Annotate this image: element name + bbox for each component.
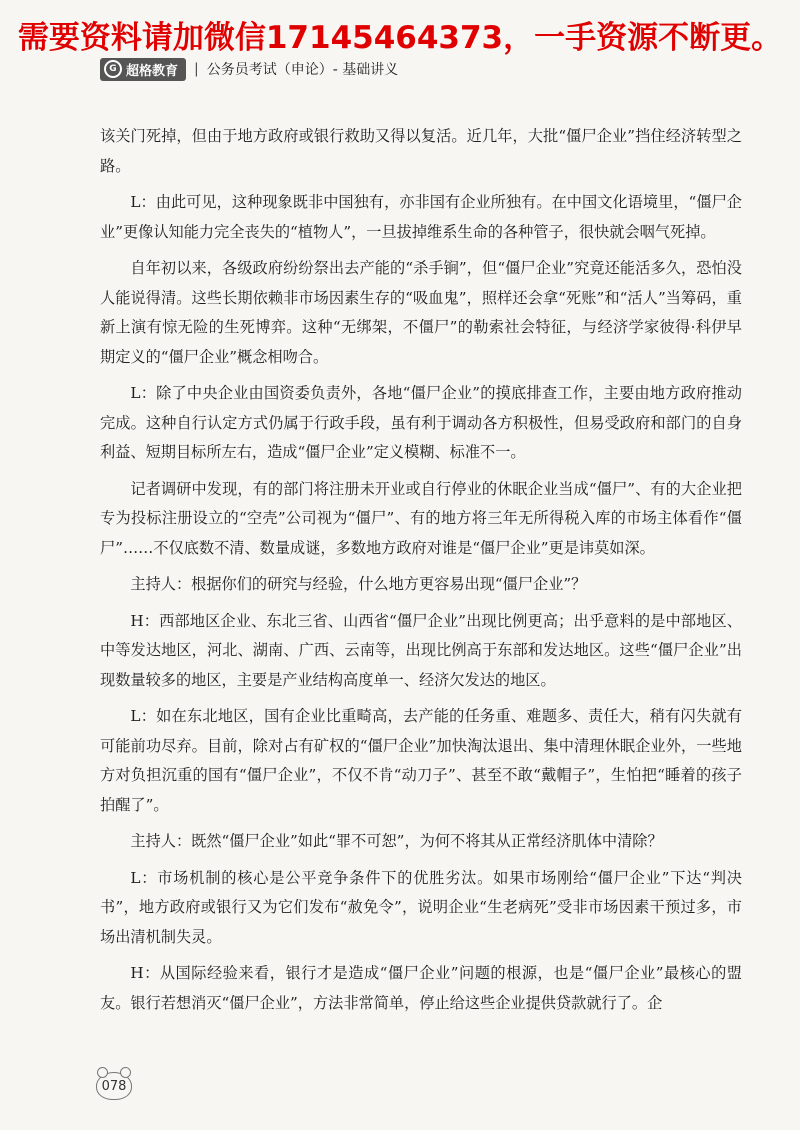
paragraph: 自年初以来，各级政府纷纷祭出去产能的“杀手锏”，但“僵尸企业”究竟还能活多久，恐怕没人能说得清。这些长期依赖非市场因素生存的“吸血鬼”，照样还会拿“死账”和“活人”当筹码，重新上演有惊无险的生死博弈。这种“无绑架，不僵尸”的勒索社会特征，与经济学家彼得·科伊早期定义的“僵尸企业”概念相吻合。 <box>100 259 742 366</box>
logo-text: 超格教育 <box>126 63 179 79</box>
document-body <box>100 122 742 1025</box>
header-title: 公务员考试（申论）- 基础讲义 <box>206 62 399 78</box>
brand-logo <box>100 58 186 81</box>
page-number: 078 <box>96 1072 132 1100</box>
paragraph: L：由此可见，这种现象既非中国独有，亦非国有企业所独有。在中国文化语境里，“僵尸企业”更像认知能力完全丧失的“植物人”，一旦拔掉维系生命的各种管子，很快就会咽气死掉。 <box>100 193 742 241</box>
paragraph: 该关门死掉，但由于地方政府或银行救助又得以复活。近几年，大批“僵尸企业”挡住经济转型之路。 <box>100 127 742 175</box>
paragraph: L：市场机制的核心是公平竞争条件下的优胜劣汰。如果市场刚给“僵尸企业”下达“判决书”，地方政府或银行又为它们发布“赦免令”，说明企业“生老病死”受非市场因素干预过多，市场出清机制失灵。 <box>100 868 742 946</box>
paragraph: H：从国际经验来看，银行才是造成“僵尸企业”问题的根源，也是“僵尸企业”最核心的盟友。银行若想消灭“僵尸企业”，方法非常简单，停止给这些企业提供贷款就行了。企 <box>100 964 742 1012</box>
wechat-banner: 需要资料请加微信17145464373，一手资源不断更。 <box>17 20 783 56</box>
paragraph: L：除了中央企业由国资委负责外，各地“僵尸企业”的摸底排查工作，主要由地方政府推动完成。这种自行认定方式仍属于行政手段，虽有利于调动各方积极性，但易受政府和部门的自身利益、短期目标所左右，造成“僵尸企业”定义模糊、标准不一。 <box>100 384 742 461</box>
page-header <box>100 58 398 80</box>
paragraph: 主持人：既然“僵尸企业”如此“罪不可恕”，为何不将其从正常经济肌体中清除？ <box>130 832 663 850</box>
paragraph: 记者调研中发现，有的部门将注册未开业或自行停业的休眠企业当成“僵尸”、有的大企业把专为投标注册设立的“空壳”公司视为“僵尸”、有的地方将三年无所得税入库的市场主体看作“僵尸”……不仅底数不清、数量成谜，多数地方政府对谁是“僵尸企业”更是讳莫如深。 <box>100 479 742 557</box>
header-separator: | <box>194 61 199 77</box>
logo-g-icon: G <box>104 60 122 78</box>
paragraph: L：如在东北地区，国有企业比重畸高，去产能的任务重、难题多、责任大，稍有闪失就有可能前功尽弃。目前，除对占有矿权的“僵尸企业”加快淘汰退出、集中清理休眠企业外，一些地方对负担沉重的国有“僵尸企业”，不仅不肯“动刀子”、甚至不敢“戴帽子”，生怕把“睡着的孩子拍醒了”。 <box>100 707 742 814</box>
paragraph: H：西部地区企业、东北三省、山西省“僵尸企业”出现比例更高；出乎意料的是中部地区、中等发达地区，河北、湖南、广西、云南等，出现比例高于东部和发达地区。这些“僵尸企业”出现数量较多的地区，主要是产业结构高度单一、经济欠发达的地区。 <box>100 611 742 689</box>
paragraph: 主持人：根据你们的研究与经验，什么地方更容易出现“僵尸企业”？ <box>130 575 587 593</box>
